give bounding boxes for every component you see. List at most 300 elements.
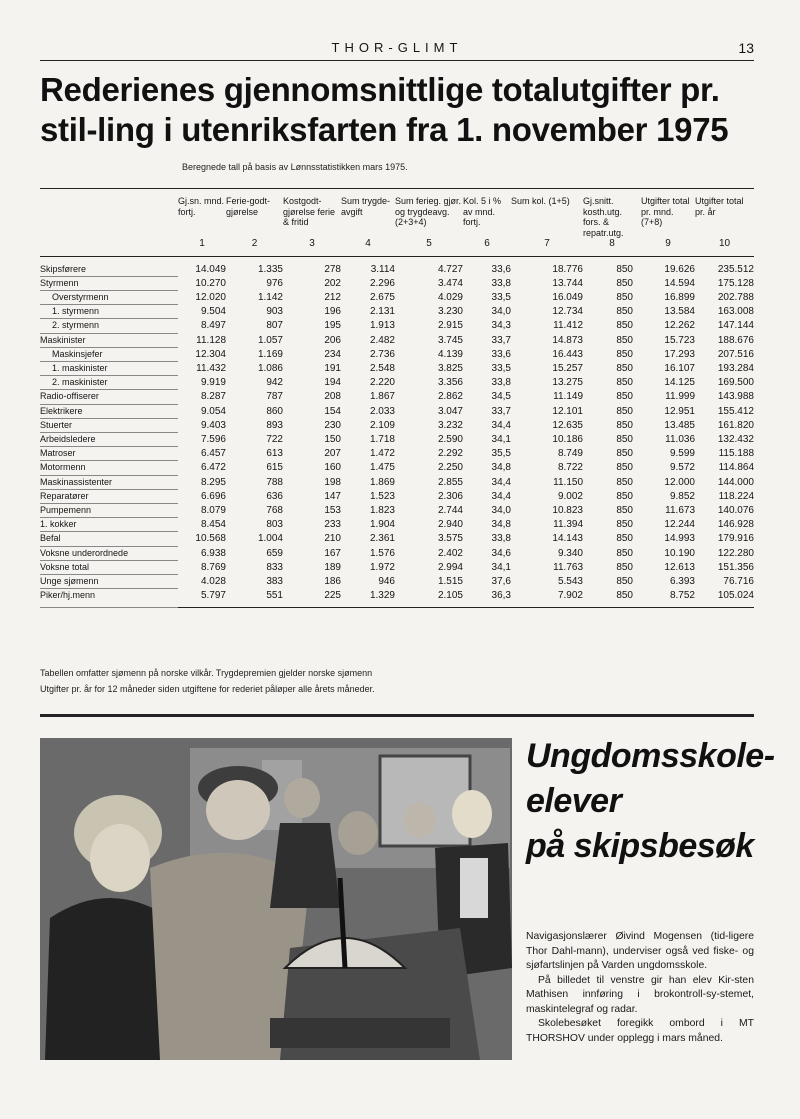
table-cell: 850 [616,348,633,360]
table-cell: 10.270 [195,277,226,289]
table-cell: 850 [616,419,633,431]
row-label: Unge sjømenn [40,574,178,588]
table-cell: 198 [324,476,341,488]
table-cell: 19.626 [641,256,695,276]
table-cell: 14.125 [664,377,695,389]
table-cell: 9.403 [200,419,226,431]
table-cell: 16.899 [664,291,695,303]
table-cell: 16.107 [664,362,695,374]
table-cell: 2.250 [437,462,463,474]
table-cell: 1.472 [369,448,395,460]
table-cell: 1.913 [369,320,395,332]
table-cell: 278 [283,256,341,276]
table-cell: 2.862 [437,391,463,403]
column-number: 8 [609,238,615,249]
table-cell: 1.972 [369,561,395,573]
magazine-name: THOR-GLIMT [331,40,463,55]
column-header: Utgifter total pr. år [695,189,754,240]
row-label: Skipsførere [40,256,178,276]
table-cell: 615 [266,462,283,474]
table-cell: 6.393 [669,575,695,587]
table-cell: 115.188 [718,448,754,460]
table-cell: 8.749 [557,448,583,460]
table-cell: 12.101 [552,405,583,417]
table-cell: 1.475 [369,462,395,474]
table-cell: 850 [616,476,633,488]
table-cell: 33,6 [491,348,511,360]
table-cell: 2.402 [437,547,463,559]
table-cell: 11.412 [553,320,583,332]
column-header: Kol. 5 i % av mnd. fortj. [463,189,511,240]
table-cell: 33,7 [491,405,511,417]
table-cell: 14.993 [664,533,695,545]
table-row [40,447,754,461]
table-cell: 1.335 [226,256,283,276]
table-row [40,256,754,276]
caption-paragraph-1: Navigasjonslærer Øivind Mogensen (tid-ligere Thor Dahl-mann), underviser også ved fiske- og sjøfartslinjen på Varden ungdomsskole. [526,931,754,971]
table-cell: 1.523 [369,490,395,502]
story-headline [526,734,775,869]
table-cell: 850 [616,391,633,403]
table-row [40,418,754,432]
table-cell: 2.306 [437,490,463,502]
row-label: Stuerter [40,418,178,432]
table-row [40,361,754,375]
table-cell: 10.823 [552,504,583,516]
table-cell: 15.257 [552,362,583,374]
table-header-row [40,189,754,240]
table-cell: 850 [616,533,633,545]
table-cell: 2.361 [369,533,395,545]
table-cell: 3.825 [437,362,463,374]
article-subtitle: Beregnede tall på basis av Lønnsstatistikken mars 1975. [182,162,408,172]
table-cell: 175.128 [717,277,754,289]
row-label: Radio-offiserer [40,390,178,404]
table-cell: 11.763 [553,561,583,573]
table-cell: 11.673 [665,504,695,516]
table-row [40,276,754,290]
row-label: Piker/hj.menn [40,589,178,608]
table-cell: 850 [616,575,633,587]
table-cell: 636 [266,490,283,502]
table-cell: 33,7 [491,334,511,346]
table-cell: 942 [266,377,283,389]
table-cell: 850 [616,547,633,559]
column-header: Utgifter total pr. mnd. (7+8) [641,189,695,240]
table-cell: 12.262 [664,320,695,332]
column-header: Sum kol. (1+5) [511,189,583,240]
table-row [40,503,754,517]
table-cell: 34,3 [491,320,511,332]
table-cell: 3.114 [341,256,395,276]
table-cell: 976 [266,277,283,289]
table-cell: 2.548 [369,362,395,374]
table-cell: 12.635 [552,419,583,431]
table-cell: 14.143 [552,533,583,545]
table-cell: 2.675 [369,291,395,303]
table-cell: 2.915 [437,320,463,332]
table-row [40,546,754,560]
photo-illustration [40,738,512,1060]
table-cell: 8.497 [200,320,226,332]
table-cell: 163.008 [717,306,754,318]
table-cell: 2.590 [437,433,463,445]
table-cell: 850 [616,362,633,374]
table-cell: 34,4 [491,419,511,431]
story-caption [526,930,754,1046]
table-cell: 9.054 [200,405,226,417]
table-cell: 11.150 [553,476,583,488]
table-cell: 34,5 [491,391,511,403]
table-cell: 11.128 [196,334,226,346]
table-cell: 207.516 [717,348,754,360]
table-cell: 210 [324,533,341,545]
table-cell: 12.304 [195,348,226,360]
table-cell: 147.144 [717,320,754,332]
table-cell: 850 [616,306,633,318]
table-cell: 235.512 [695,256,754,276]
table-cell: 13.485 [664,419,695,431]
headline-line-3: på skipsbesøk [526,827,754,865]
photo-ship-visit [40,738,512,1060]
table-cell: 807 [266,320,283,332]
table-row [40,305,754,319]
table-cell: 8.752 [641,589,695,608]
row-label: Matroser [40,447,178,461]
table-cell: 8.287 [200,391,226,403]
table-cell: 34,0 [491,504,511,516]
table-cell: 191 [324,362,341,374]
row-label: Voksne total [40,560,178,574]
header-label-cell [40,189,178,240]
row-label: 1. styrmenn [40,305,178,319]
table-row [40,432,754,446]
table-cell: 1.867 [369,391,395,403]
table-cell: 9.919 [200,377,226,389]
table-cell: 186 [324,575,341,587]
table-cell: 4.139 [437,348,463,360]
table-cell: 850 [616,504,633,516]
table-cell: 850 [616,277,633,289]
table-cell: 768 [266,504,283,516]
table-cell: 787 [266,391,283,403]
table-cell: 2.220 [369,377,395,389]
page-number: 13 [738,40,754,56]
table-cell: 850 [616,405,633,417]
table-cell: 34,6 [491,547,511,559]
table-cell: 1.718 [369,433,395,445]
cost-table [40,188,754,608]
table-cell: 6.938 [200,547,226,559]
table-cell: 160 [324,462,341,474]
table-cell: 12.020 [195,291,226,303]
table-cell: 946 [378,575,395,587]
column-number: 7 [544,238,550,249]
table-cell: 12.000 [664,476,695,488]
table-cell: 788 [266,476,283,488]
table-cell: 850 [616,291,633,303]
table-cell: 105.024 [695,589,754,608]
table-cell: 16.049 [552,291,583,303]
table-cell: 5.543 [557,575,583,587]
table-cell: 3.745 [437,334,463,346]
table-row [40,347,754,361]
table-cell: 3.230 [437,306,463,318]
table-cell: 12.244 [664,519,695,531]
table-cell: 2.744 [437,504,463,516]
table-cell: 2.296 [369,277,395,289]
table-cell: 155.412 [717,405,754,417]
table-cell: 11.999 [665,391,695,403]
caption-paragraph-3: Skolebesøket foregikk ombord i MT THORSHOV under opplegg i mars måned. [526,1018,754,1044]
table-row [40,560,754,574]
table-cell: 12.951 [664,405,695,417]
table-cell: 903 [266,306,283,318]
table-cell: 659 [266,547,283,559]
table-row [40,376,754,390]
table-cell: 10.190 [664,547,695,559]
table-cell: 140.076 [717,504,754,516]
table-cell: 10.568 [195,533,226,545]
table-cell: 2.033 [369,405,395,417]
table-cell: 4.028 [200,575,226,587]
row-label: 1. maskinister [40,361,178,375]
table-cell: 33,8 [491,533,511,545]
table-cell: 132.432 [717,433,754,445]
table-cell: 144.000 [717,476,754,488]
table-cell: 1.329 [341,589,395,608]
table-cell: 13.744 [552,277,583,289]
table-cell: 122.280 [717,547,754,559]
table-row [40,475,754,489]
table-cell: 1.086 [257,362,283,374]
table-cell: 146.928 [717,519,754,531]
table-cell: 167 [324,547,341,559]
table-cell: 850 [616,448,633,460]
table-cell: 11.149 [553,391,583,403]
table-cell: 234 [324,348,341,360]
table-cell: 6.457 [200,448,226,460]
table-cell: 188.676 [717,334,754,346]
table-cell: 4.727 [395,256,463,276]
row-label: Motormenn [40,461,178,475]
table-cell: 153 [324,504,341,516]
table-cell: 8.454 [200,519,226,531]
table-cell: 850 [616,320,633,332]
table-cell: 3.356 [437,377,463,389]
table-cell: 150 [324,433,341,445]
table-cell: 722 [266,433,283,445]
table-cell: 194 [324,377,341,389]
table-cell: 9.599 [669,448,695,460]
row-label: Maskinister [40,333,178,347]
table-row [40,390,754,404]
table-cell: 143.988 [717,391,754,403]
section-divider [40,714,754,717]
caption-paragraph-2: På billedet til venstre gir han elev Kir-sten Mathisen innføring i brokontroll-sy-stemet, maskintelegraf og radar. [526,974,754,1015]
table-cell: 34,1 [491,433,511,445]
row-label: 2. maskinister [40,376,178,390]
column-header: Kostgodt-gjørelse ferie & fritid [283,189,341,240]
table-cell: 1.869 [369,476,395,488]
table-cell: 551 [226,589,283,608]
table-cell: 2.994 [437,561,463,573]
table-cell: 34,0 [491,306,511,318]
table-cell: 33,5 [491,362,511,374]
table-column-numbers [40,239,754,256]
row-label: Pumpemenn [40,503,178,517]
table-cell: 3.474 [437,277,463,289]
table-cell: 9.504 [200,306,226,318]
column-number: 6 [484,238,490,249]
table-cell: 850 [616,462,633,474]
table-cell: 34,8 [491,519,511,531]
table-row [40,404,754,418]
table-cell: 1.169 [257,348,283,360]
row-label: Reparatører [40,489,178,503]
table-cell: 1.004 [257,533,283,545]
table-cell: 230 [324,419,341,431]
table-cell: 3.232 [437,419,463,431]
table-cell: 207 [324,448,341,460]
table-cell: 6.472 [200,462,226,474]
table-cell: 850 [616,561,633,573]
table-cell: 1.057 [257,334,283,346]
table-cell: 850 [583,589,641,608]
table-cell: 14.873 [552,334,583,346]
table-cell: 1.142 [257,291,283,303]
table-cell: 18.776 [511,256,583,276]
table-cell: 34,4 [491,476,511,488]
row-label: 2. styrmenn [40,319,178,333]
table-cell: 9.002 [557,490,583,502]
column-number: 1 [199,238,205,249]
row-label: Elektrikere [40,404,178,418]
table-cell: 1.576 [369,547,395,559]
table-cell: 12.734 [552,306,583,318]
table-cell: 3.575 [437,533,463,545]
table-cell: 9.572 [669,462,695,474]
table-cell: 11.394 [553,519,583,531]
table-cell: 860 [266,405,283,417]
table-cell: 7.596 [200,433,226,445]
table-footnote-1: Tabellen omfatter sjømenn på norske vilkår. Trygdepremien gjelder norske sjømenn [40,668,373,678]
table-cell: 850 [616,433,633,445]
table-cell: 2.736 [369,348,395,360]
running-head [40,38,754,61]
table-row [40,290,754,304]
row-label: Maskinsjefer [40,347,178,361]
table-cell: 15.723 [664,334,695,346]
table-cell: 36,3 [463,589,511,608]
table-cell: 1.904 [369,519,395,531]
table-cell: 35,5 [491,448,511,460]
table-cell: 850 [616,519,633,531]
table-cell: 189 [324,561,341,573]
table-cell: 1.823 [369,504,395,516]
table-cell: 33,8 [491,377,511,389]
table-cell: 195 [324,320,341,332]
table-cell: 12.613 [664,561,695,573]
table-cell: 9.340 [557,547,583,559]
table-cell: 2.482 [369,334,395,346]
column-number: 9 [665,238,671,249]
table-cell: 151.356 [717,561,754,573]
table-cell: 118.224 [718,490,754,502]
table-cell: 8.295 [200,476,226,488]
table-row [40,589,754,608]
table-row [40,489,754,503]
table-cell: 7.902 [511,589,583,608]
table-cell: 225 [283,589,341,608]
row-label: Overstyrmenn [40,290,178,304]
table-cell: 3.047 [437,405,463,417]
table-cell: 202 [324,277,341,289]
table-cell: 11.036 [665,433,695,445]
table-row [40,518,754,532]
table-cell: 34,1 [491,561,511,573]
table-cell: 8.079 [200,504,226,516]
table-cell: 850 [616,377,633,389]
table-cell: 76.716 [723,575,754,587]
table-cell: 33,8 [491,277,511,289]
table-cell: 8.722 [557,462,583,474]
table-cell: 383 [266,575,283,587]
table-row [40,333,754,347]
table-row [40,532,754,546]
table-cell: 154 [324,405,341,417]
table-cell: 833 [266,561,283,573]
table-cell: 6.696 [200,490,226,502]
table-cell: 2.292 [437,448,463,460]
table-row [40,461,754,475]
table-cell: 850 [583,256,641,276]
table-row [40,319,754,333]
table-cell: 13.584 [664,306,695,318]
table-cell: 5.797 [178,589,226,608]
table-cell: 2.109 [369,419,395,431]
table-cell: 206 [324,334,341,346]
table-cell: 4.029 [437,291,463,303]
table-cell: 850 [616,334,633,346]
table-cell: 212 [324,291,341,303]
table-cell: 114.864 [718,462,754,474]
headline-line-1: Ungdomsskole- [526,737,775,775]
table-cell: 179.916 [717,533,754,545]
table-cell: 2.105 [395,589,463,608]
table-cell: 196 [324,306,341,318]
table-cell: 16.443 [552,348,583,360]
table-cell: 613 [266,448,283,460]
table-cell: 34,4 [491,490,511,502]
table-cell: 37,6 [491,575,511,587]
column-header: Gj.sn. mnd. fortj. [178,189,226,240]
column-header: Sum ferieg. gjør. og trygdeavg. (2+3+4) [395,189,463,240]
row-label: Arbeidsledere [40,432,178,446]
table-cell: 803 [266,519,283,531]
table-cell: 202.788 [717,291,754,303]
table-cell: 33,6 [463,256,511,276]
table-cell: 161.820 [717,419,754,431]
row-label: Maskinassistenter [40,475,178,489]
table-cell: 2.855 [437,476,463,488]
table-cell: 8.769 [200,561,226,573]
table-cell: 2.940 [437,519,463,531]
table-footnote-2: Utgifter pr. år for 12 måneder siden utgiftene for rederiet påløper alle årets måneder. [40,684,375,694]
table-cell: 34,8 [491,462,511,474]
table-cell: 193.284 [717,362,754,374]
column-number: 4 [365,238,371,249]
